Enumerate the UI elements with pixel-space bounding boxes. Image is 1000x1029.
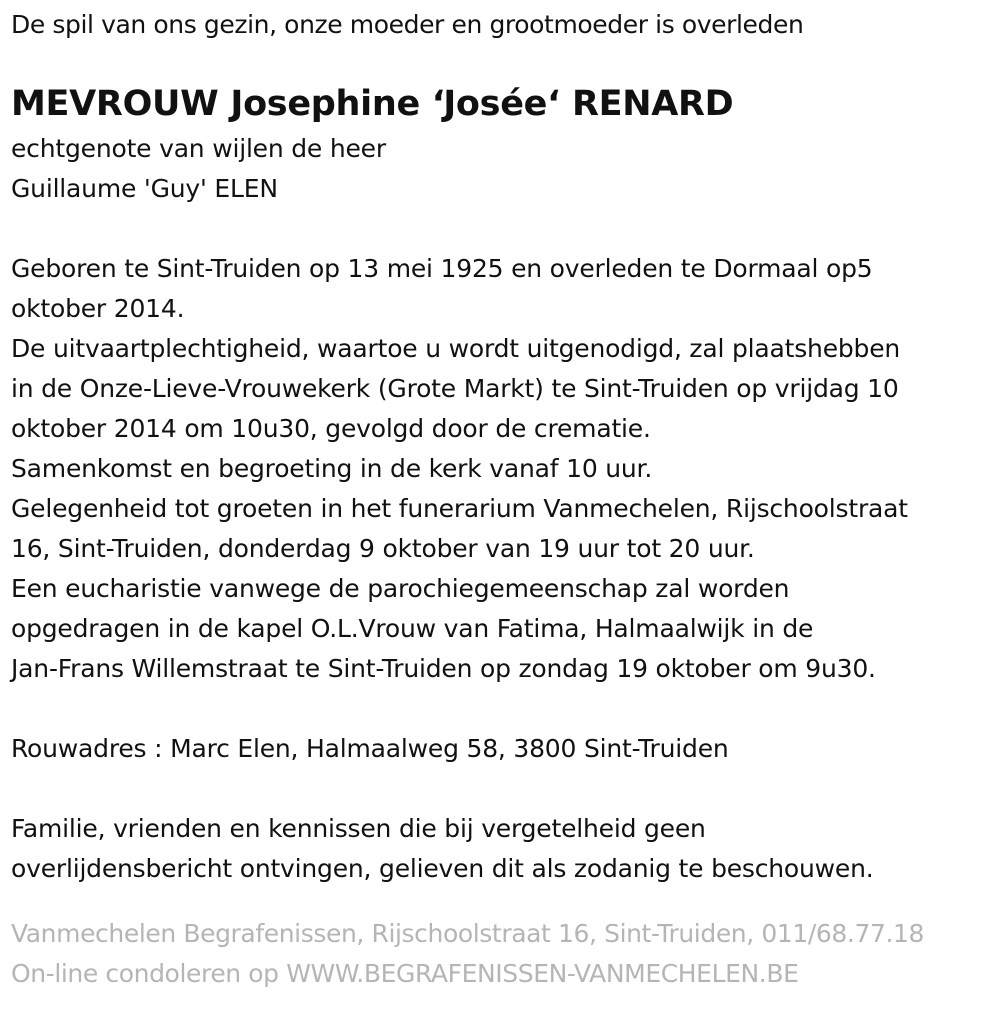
- spacer: [11, 689, 996, 729]
- funeral-home-info: Vanmechelen Begrafenissen, Rijschoolstraat 16, Sint-Truiden, 011/68.77.18: [11, 919, 925, 948]
- detail-line: oktober 2014.: [11, 294, 185, 323]
- deceased-name: MEVROUW Josephine ‘Josée‘ RENARD: [11, 84, 734, 124]
- spouse-line-2: Guillaume 'Guy' ELEN: [11, 174, 278, 203]
- detail-line: Samenkomst en begroeting in de kerk vanaf 10 uur.: [11, 454, 653, 483]
- detail-line: opgedragen in de kapel O.L.Vrouw van Fatima, Halmaalwijk in de: [11, 614, 814, 643]
- detail-line: De uitvaartplechtigheid, waartoe u wordt uitgenodigd, zal plaatshebben: [11, 334, 901, 363]
- obituary-notice: [11, 0, 996, 994]
- detail-line: 16, Sint-Truiden, donderdag 9 oktober van 19 uur tot 20 uur.: [11, 534, 755, 563]
- spouse-line-1: echtgenote van wijlen de heer: [11, 134, 386, 163]
- notice-line: Familie, vrienden en kennissen die bij vergetelheid geen: [11, 814, 706, 843]
- spacer: [11, 769, 996, 809]
- notice-line: overlijdensbericht ontvingen, gelieven dit als zodanig te beschouwen.: [11, 854, 874, 883]
- intro-text: De spil van ons gezin, onze moeder en grootmoeder is overleden: [11, 10, 804, 39]
- detail-line: oktober 2014 om 10u30, gevolgd door de crematie.: [11, 414, 651, 443]
- notice-block: [11, 809, 996, 889]
- detail-line: Jan-Frans Willemstraat te Sint-Truiden op zondag 19 oktober om 9u30.: [11, 654, 876, 683]
- spacer: [11, 209, 996, 249]
- detail-line: Gelegenheid tot groeten in het funerarium Vanmechelen, Rijschoolstraat: [11, 494, 908, 523]
- details-block: [11, 249, 996, 689]
- footer: [11, 914, 996, 994]
- detail-line: Geboren te Sint-Truiden op 13 mei 1925 en overleden te Dormaal op5: [11, 254, 873, 283]
- detail-line: Een eucharistie vanwege de parochiegemeenschap zal worden: [11, 574, 790, 603]
- detail-line: in de Onze-Lieve-Vrouwekerk (Grote Markt) te Sint-Truiden op vrijdag 10: [11, 374, 899, 403]
- online-condolence-link[interactable]: On-line condoleren op WWW.BEGRAFENISSEN-VANMECHELEN.BE: [11, 959, 799, 988]
- rouwadres: Rouwadres : Marc Elen, Halmaalweg 58, 3800 Sint-Truiden: [11, 734, 729, 763]
